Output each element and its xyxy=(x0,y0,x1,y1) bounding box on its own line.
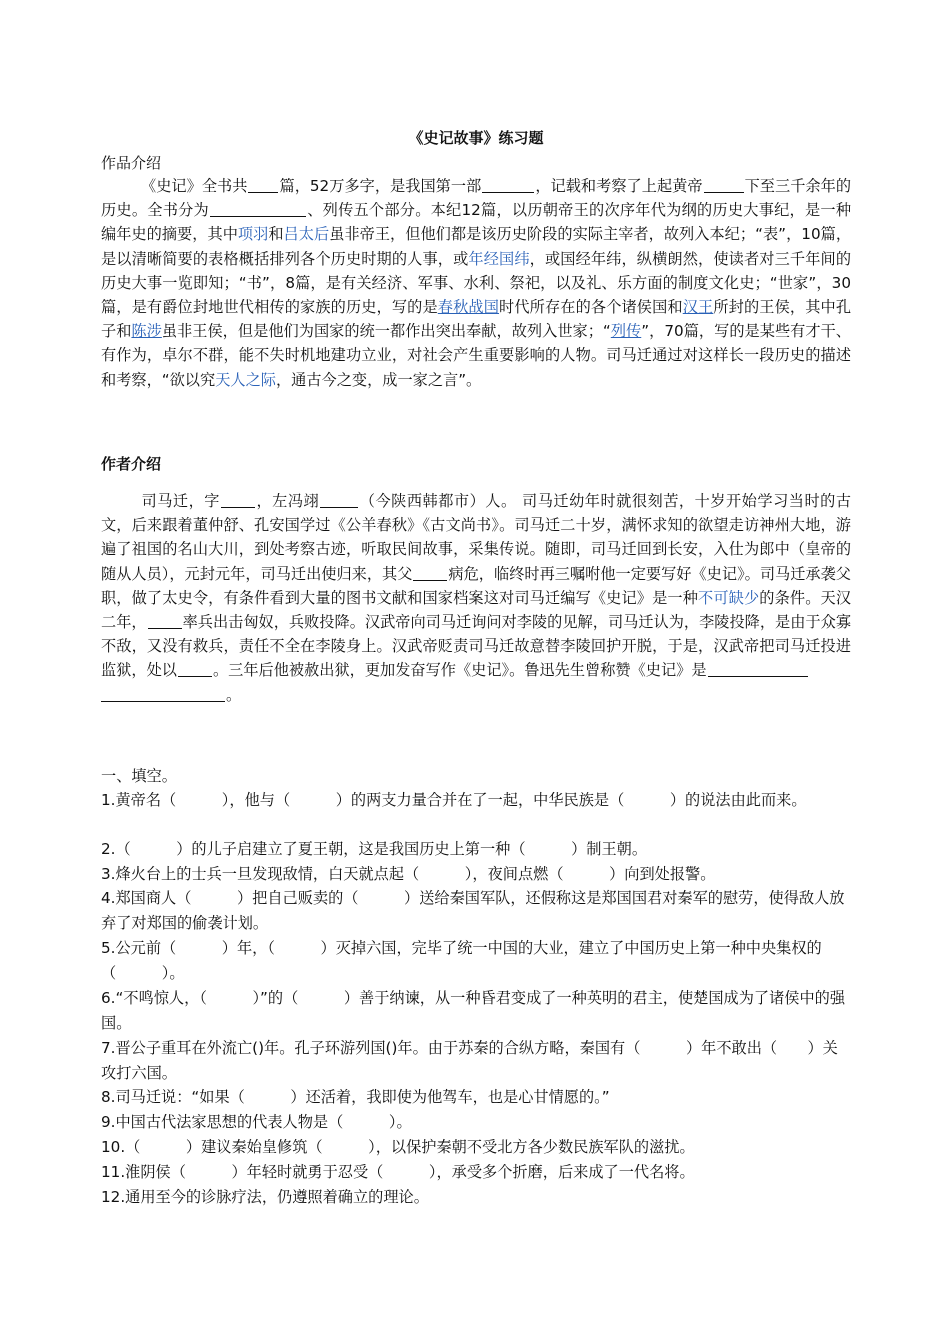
author-text-1: 司马迁，字 xyxy=(141,492,220,510)
author-text-8: 。 xyxy=(226,685,242,704)
intro-text-12: ”，70篇，写的是某些有才干、有作为，卓尔不群，能不失时机地建功立业，对社会产生重要影响的人物。司马迁通过对这样长一段历史的描述和考察，“欲以究 xyxy=(101,322,851,389)
question-10: 10.（ ）建议秦始皇修筑（ ），以保护秦朝不受北方各少数民族军队的滋扰。 xyxy=(101,1138,695,1156)
intro-text-3: ，记载和考察了上起黄帝 xyxy=(535,177,703,195)
question-2: 2.（ ）的儿子启建立了夏王朝，这是我国历史上第一种（ ）制王朝。 xyxy=(101,840,648,858)
link-bukequeshao[interactable]: 不可缺少 xyxy=(698,588,760,607)
author-text-5: 的条件。天汉二年， xyxy=(101,588,852,632)
intro-text-13: ，通古今之变，成一家之言”。 xyxy=(275,370,482,389)
author-text-4: 病危，临终时再三嘱咐他一定要写好《史记》。司马迁承袭父职，做了太史令，有条件看到大量的图书文献和国家档案这对司马迁编写《史记》是一种 xyxy=(101,564,851,607)
blank-parts[interactable] xyxy=(210,202,306,217)
author-text-2: ，左冯翊 xyxy=(255,492,320,510)
blank-luxun-1[interactable] xyxy=(708,662,808,677)
author-text-6: 率兵出击匈奴，兵败投降。汉武帝向司马迁询问对李陵的见解，司马迁认为，李陵投降，是由于众寡不敌，又没有救兵，责任不全在李陵身上。汉武帝贬责司马迁故意替李陵回护开脱，于是，汉武帝把司马迁投进监狱，处以 xyxy=(101,613,852,680)
blank-punishment[interactable] xyxy=(178,662,212,677)
question-3: 3.烽火台上的士兵一旦发现敌情，白天就点起（ ），夜间点燃（ ）向到处报警。 xyxy=(101,865,716,883)
intro-text-1: 《史记》全书共 xyxy=(141,177,248,195)
intro-text-7: 虽非帝王，但他们都是该历史阶段的实际主宰者，故列入本纪；“表”，10篇，是以清晰简要的表格概括排列各个历史时期的人事，或 xyxy=(101,225,852,268)
question-4: 4.郑国商人（ ）把自己贩卖的（ ）送给秦国军队，还假称这是郑国国君对秦军的慰劳，使得敌人放弃了对郑国的偷袭计划。 xyxy=(101,889,845,932)
question-6: 6.“不鸣惊人，（ ）”的（ ）善于纳谏，从一种昏君变成了一种英明的君主，使楚国成为了诸侯中的强国。 xyxy=(101,989,846,1032)
link-xiangyu[interactable]: 项羽 xyxy=(237,225,269,244)
intro-text-5: 、列传五个部分。本纪12篇，以历朝帝王的次序年代为纲的历史大事纪，是一种编年史的摘要，其中 xyxy=(101,201,852,244)
question-11: 11.淮阴侯（ ）年轻时就勇于忍受（ ），承受多个折磨，后来成了一代名将。 xyxy=(101,1163,695,1181)
author-text-7: 。三年后他被赦出狱，更加发奋写作《史记》。鲁迅先生曾称赞《史记》是 xyxy=(212,661,707,680)
intro-label: 作品介绍 xyxy=(101,154,162,172)
intro-text-8: ，或国经年纬，纵横朗然，使读者对三千年间的历史大事一览即知；“书”，8篇，是有关经济、军事、水利、祭祀，以及礼、乐方面的制度文化史；“世家”，30篇，是有爵位封地世代相传的家族的历史，写的是 xyxy=(101,249,851,317)
intro-text-2: 篇，52万多字，是我国第一部 xyxy=(279,177,482,195)
intro-text-9: 时代所存在的各个诸侯国和 xyxy=(499,298,683,317)
link-lvtaihou[interactable]: 吕太后 xyxy=(283,225,330,244)
author-heading: 作者介绍 xyxy=(101,455,162,473)
question-12: 12.通用至今的诊脉疗法，仍遵照着确立的理论。 xyxy=(101,1188,429,1206)
link-hanwang[interactable]: 汉王 xyxy=(682,298,714,317)
link-nianjingguowei[interactable]: 年经国纬 xyxy=(468,249,530,268)
intro-paragraph xyxy=(101,174,851,392)
question-7: 7.晋公子重耳在外流亡()年。孔子环游列国()年。由于苏秦的合纵方略，秦国有（ ）年不敢出（ ）关攻打六国。 xyxy=(101,1039,838,1082)
question-1: 1.黄帝名（ ），他与（ ）的两支力量合并在了一起，中华民族是（ ）的说法由此而来。 xyxy=(101,791,807,809)
intro-text-10: 所封的王侯，其中孔子和 xyxy=(101,298,852,341)
link-chunqiuzhanguo[interactable]: 春秋战国 xyxy=(437,298,500,317)
document-title: 《史记故事》练习题 xyxy=(408,129,544,147)
blank-luxun-2[interactable] xyxy=(101,687,225,702)
question-9: 9.中国古代法家思想的代表人物是（ ）。 xyxy=(101,1113,412,1131)
link-chenshe[interactable]: 陈涉 xyxy=(131,322,162,341)
author-text-3: （今陕西韩都市）人。 司马迁幼年时就很刻苦，十岁开始学习当时的古文，后来跟着董仲舒、孔安国学过《公羊春秋》《古文尚书》。司马迁二十岁，满怀求知的欲望走访神州大地，游遍了祖国的名山大川，到处考察古迹，听取民间故事，采集传说。随即，司马迁回到长安，入仕为郎中（皇帝的随从人员），元封元年，司马迁出使归来，其父 xyxy=(101,492,852,583)
blank-first[interactable] xyxy=(482,178,534,193)
blank-huangdi[interactable] xyxy=(704,178,744,193)
question-8: 8.司马迁说：“如果（ ）还活着，我即使为他驾车，也是心甘情愿的。” xyxy=(101,1088,610,1106)
intro-text-4: 下至三千余年的历史。全书分为 xyxy=(101,177,852,220)
question-5: 5.公元前（ ）年，（ ）灭掉六国，完毕了统一中国的大业，建立了中国历史上第一种中央集权的（ ）。 xyxy=(101,939,822,982)
blank-father[interactable] xyxy=(413,566,447,581)
blank-zi[interactable] xyxy=(221,493,255,508)
link-liezhuan[interactable]: 列传 xyxy=(610,322,642,341)
link-tianrenzhiji[interactable]: 天人之际 xyxy=(215,370,276,389)
blank-chapters[interactable] xyxy=(248,178,278,193)
section-heading: 一、填空。 xyxy=(101,767,177,785)
intro-text-6: 和 xyxy=(268,225,284,244)
blank-hometown[interactable] xyxy=(320,493,358,508)
intro-text-11: 虽非王侯，但是他们为国家的统一都作出突出奉献，故列入世家；“ xyxy=(161,322,611,341)
blank-general[interactable] xyxy=(148,614,182,629)
author-paragraph xyxy=(101,489,851,707)
